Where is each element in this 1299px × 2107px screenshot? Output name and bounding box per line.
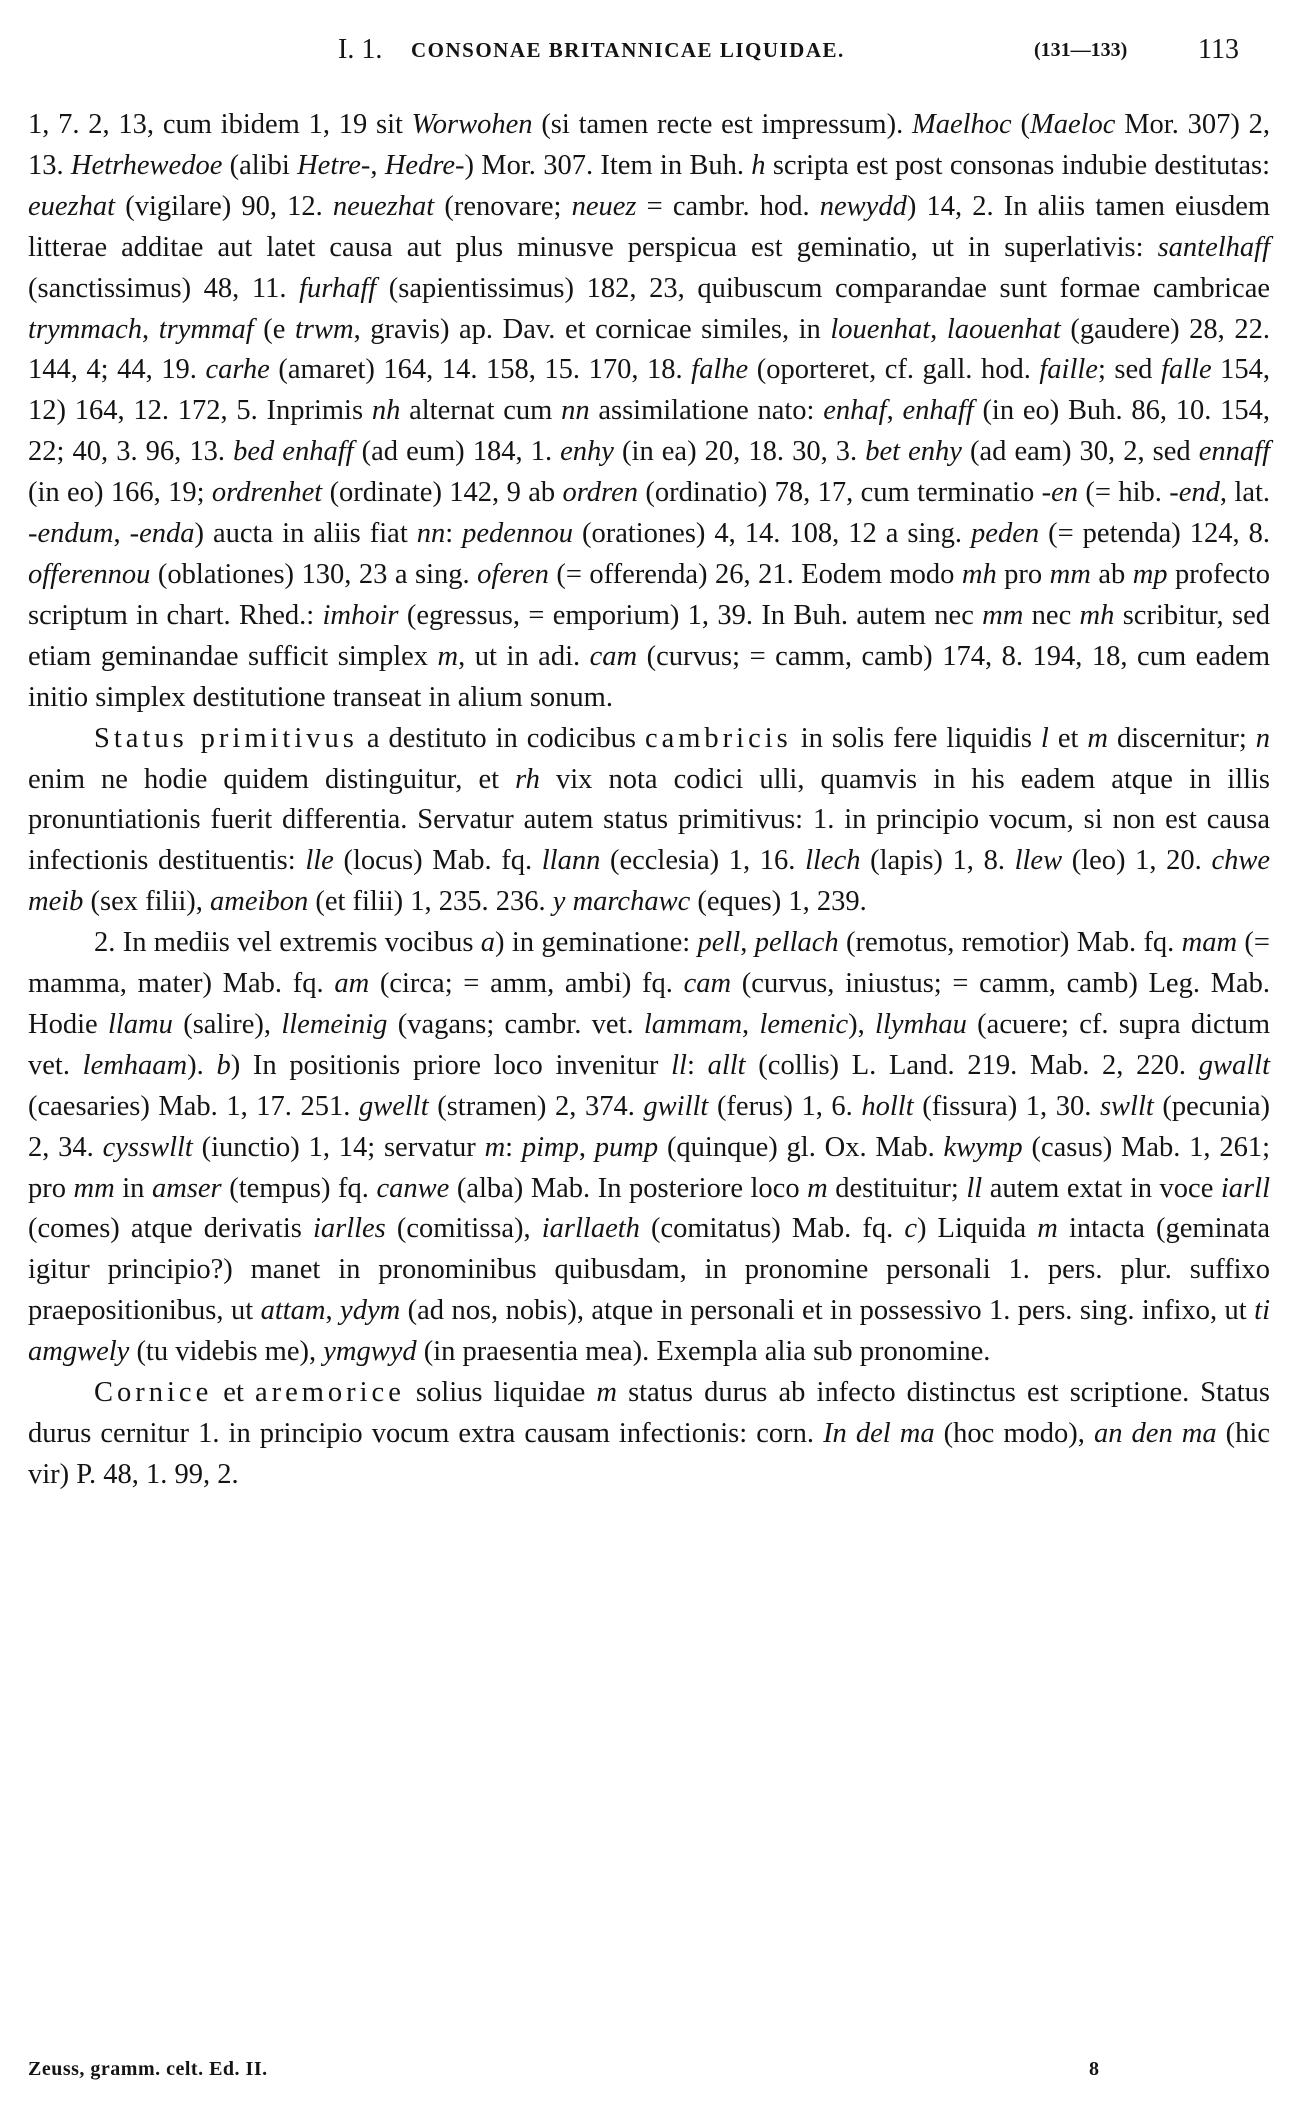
italic-term: cam (589, 640, 638, 672)
italic-term: falhe (691, 354, 749, 386)
italic-term: m (596, 1377, 617, 1409)
italic-term: offerennou (28, 558, 151, 590)
italic-term: Hetre- (297, 149, 371, 181)
italic-term: -enda (129, 518, 195, 550)
italic-term: m (1087, 722, 1108, 754)
footer-book-title: Zeuss, gramm. celt. Ed. II. (28, 2058, 268, 2080)
italic-term: lle (305, 845, 334, 877)
page-number: 113 (1198, 34, 1239, 65)
italic-term: imhoir (322, 599, 399, 631)
italic-term: Maelhoc (912, 109, 1012, 140)
italic-term: oferen (477, 558, 549, 590)
italic-term: trwm (294, 313, 354, 345)
italic-term: Maeloc (1029, 109, 1116, 140)
italic-term: faille (1039, 354, 1098, 386)
italic-term: carhe (205, 354, 270, 386)
italic-term: h (751, 149, 766, 181)
italic-term: nn (561, 395, 590, 427)
italic-term: In del ma (823, 1418, 935, 1449)
italic-term: mh (961, 558, 997, 590)
italic-term: -en (1041, 477, 1078, 509)
italic-term: hollt (861, 1090, 914, 1122)
italic-term: nh (371, 395, 401, 427)
italic-term: pump (594, 1131, 659, 1163)
italic-term: louenhat (830, 313, 931, 345)
italic-term: trymmaf (158, 313, 254, 345)
italic-term: canwe (376, 1172, 450, 1204)
italic-term: amser (151, 1172, 222, 1204)
italic-term: swllt (1099, 1090, 1154, 1122)
italic-term: b (216, 1049, 231, 1081)
italic-term: iarllaeth (541, 1213, 640, 1245)
italic-term: enhy (560, 436, 614, 468)
italic-term: cysswllt (102, 1131, 193, 1163)
italic-term: ymgwyd (323, 1336, 417, 1368)
italic-term: mp (1132, 558, 1168, 590)
italic-term: pedennou (462, 518, 573, 550)
italic-term: bed enhaff (233, 436, 354, 468)
italic-term: falle (1160, 354, 1212, 386)
italic-term: iarlles (312, 1213, 386, 1245)
italic-term: l (1040, 722, 1049, 754)
paragraph-in-mediis: 2. In mediis vel extremis vocibus a) in geminatione: pell, pellach (remotus, remotior) Mab. fq. mam (= mamma, mater) Mab. fq. am (circa; = amm, ambi) fq. cam (curvus, iniustus; = camm, camb) Leg. Mab. Hodie llamu (salire), llemeinig (vagans; cambr. vet. lammam, lemenic), llymhau (acuere; cf. supra dictum vet. lemhaam). b) In positionis priore loco invenitur ll: allt (collis) L. Land. 219. Mab. 2, 220. gwallt (caesaries) Mab. 1, 17. 251. gwellt (stramen) 2, 374. gwillt (ferus) 1, 6. hollt (fissura) 1, 30. swllt (pecunia) 2, 34. cysswllt (iunctio) 1, 14; servatur m: pimp, pump (quinque) gl. Ox. Mab. kwymp (casus) Mab. 1, 261; pro mm in amser (tempus) fq. canwe (alba) Mab. In posteriore loco m destituitur; ll autem extat in voce iarll (comes) atque derivatis iarlles (comitissa), iarllaeth (comitatus) Mab. fq. c) Liquida m intacta (geminata igitur principio?) manet in pronominibus quibusdam, in pronomine personali 1. pers. plur. suffixo praepositionibus, ut attam, ydym (ad nos, nobis), atque in personali et in possessivo 1. pers. sing. infixo, ut ti amgwely (tu videbis me), ymgwyd (in praesentia mea). Exempla alia sub pronomine. (28, 927, 1271, 1368)
italic-term: am (334, 968, 370, 1000)
italic-term: laouenhat (946, 313, 1061, 345)
spaced-term: Cornice (94, 1377, 213, 1409)
italic-term: pellach (754, 927, 839, 959)
italic-term: pell (697, 927, 741, 959)
page-footer (28, 2052, 1271, 2086)
italic-term: kwymp (943, 1131, 1023, 1163)
italic-term: ydym (340, 1295, 401, 1327)
italic-term: mam (1181, 927, 1238, 959)
italic-term: llamu (107, 1008, 173, 1040)
page-range: (131—133) (1034, 39, 1128, 61)
italic-term: ll (966, 1172, 983, 1204)
italic-term: llemeinig (281, 1008, 388, 1040)
italic-term: nn (416, 518, 446, 550)
italic-term: n (1255, 722, 1270, 754)
italic-term: lemenic (759, 1008, 849, 1040)
italic-term: c (904, 1213, 917, 1245)
italic-term: enhaf (823, 395, 887, 427)
italic-term: Hedre- (384, 149, 465, 181)
italic-term: -end (1169, 477, 1220, 509)
italic-term: lemhaam (82, 1049, 188, 1081)
italic-term: m (807, 1172, 828, 1204)
italic-term: mm (982, 599, 1024, 631)
italic-term: neuezhat (332, 190, 435, 222)
signature-mark: 8 (1089, 2058, 1099, 2080)
italic-term: enhaff (902, 395, 974, 427)
italic-term: an den ma (1093, 1418, 1217, 1449)
italic-term: bet enhy (865, 436, 962, 468)
italic-term: m (437, 640, 459, 672)
italic-term: pimp (521, 1131, 579, 1163)
italic-term: peden (971, 518, 1040, 550)
italic-term: llech (805, 845, 861, 877)
italic-term: y marchawc (552, 886, 691, 918)
italic-term: ordren (562, 477, 638, 509)
italic-term: lammam (643, 1008, 743, 1040)
italic-term: santelhaff (1157, 231, 1270, 263)
italic-term: ti amgwely (28, 1295, 1270, 1368)
running-head (28, 30, 1271, 70)
italic-term: llann (541, 845, 601, 877)
italic-term: m (484, 1131, 506, 1163)
italic-term: ordrenhet (211, 477, 323, 509)
italic-term: -endum (28, 518, 114, 550)
italic-term: cam (683, 968, 732, 1000)
italic-term: allt (707, 1049, 746, 1081)
paragraph-cornice: Cornice et aremorice solius liquidae m status durus ab infecto distinctus est scriptione. Status durus cernitur 1. in principio vocum extra causam infectionis: corn. In del ma (hoc modo), an den ma (hic vir) P. 48, 1. 99, 2. (28, 1377, 1270, 1490)
italic-term: furhaff (299, 272, 377, 304)
italic-term: Worwohen (411, 109, 533, 140)
body-text (28, 105, 1270, 1496)
italic-term: llymhau (875, 1008, 967, 1040)
italic-term: ll (671, 1049, 687, 1081)
italic-term: llew (1014, 845, 1063, 877)
spaced-term: cambricis (644, 722, 792, 754)
italic-term: euezhat (28, 190, 116, 222)
section-title: CONSONAE BRITANNICAE LIQUIDAE. (411, 38, 845, 62)
italic-term: chwe meib (28, 845, 1271, 918)
italic-term: mh (1079, 599, 1115, 631)
italic-term: ameibon (210, 886, 309, 918)
italic-term: rh (515, 763, 540, 795)
italic-term: a (480, 927, 496, 959)
italic-term: Hetrhewedoe (70, 149, 223, 181)
chapter-number: I. 1. (338, 34, 383, 65)
italic-term: gwellt (358, 1090, 429, 1122)
italic-term: newydd (819, 190, 907, 222)
spaced-term: aremorice (254, 1377, 405, 1409)
italic-term: mm (1049, 558, 1091, 590)
italic-term: trymmach (28, 313, 142, 345)
paragraph-status-primitivus: Status primitivus a destituto in codicibus cambricis in solis fere liquidis l et m discernitur; n enim ne hodie quidem distinguitur, et rh vix nota codici ulli, quamvis in his eadem atque in illis pronuntiationis fuerit differentia. Servatur autem status primitivus: 1. in principio vocum, si non est causa infectionis destituentis: lle (locus) Mab. fq. llann (ecclesia) 1, 16. llech (lapis) 1, 8. llew (leo) 1, 20. chwe meib (sex filii), ameibon (et filii) 1, 235. 236. y marchawc (eques) 1, 239. (28, 722, 1271, 918)
italic-term: attam (260, 1295, 326, 1327)
italic-term: neuez (571, 190, 637, 222)
italic-term: ennaff (1198, 436, 1271, 468)
italic-term: iarll (1220, 1172, 1270, 1204)
spaced-term: Status primitivus (94, 722, 358, 754)
paragraph-continuation: 1, 7. 2, 13, cum ibidem 1, 19 sit Worwohen (si tamen recte est impressum). Maelhoc (Maeloc Mor. 307) 2, 13. Hetrhewedoe (alibi Hetre-, Hedre-) Mor. 307. Item in Buh. h scripta est post consonas indubie destitutas: euezhat (vigilare) 90, 12. neuezhat (renovare; neuez = cambr. hod. newydd) 14, 2. In aliis tamen eiusdem litterae additae aut latet causa aut plus minusve perspicua est geminatio, ut in superlativis: santelhaff (sanctissimus) 48, 11. furhaff (sapientissimus) 182, 23, quibuscum comparandae sunt formae cambricae trymmach, trymmaf (e trwm, gravis) ap. Dav. et cornicae similes, in louenhat, laouenhat (gaudere) 28, 22. 144, 4; 44, 19. carhe (amaret) 164, 14. 158, 15. 170, 18. falhe (oporteret, cf. gall. hod. faille; sed falle 154, 12) 164, 12. 172, 5. Inprimis nh alternat cum nn assimilatione nato: enhaf, enhaff (in eo) Buh. 86, 10. 154, 22; 40, 3. 96, 13. bed enhaff (ad eum) 184, 1. enhy (in ea) 20, 18. 30, 3. bet enhy (ad eam) 30, 2, sed ennaff (in eo) 166, 19; ordrenhet (ordinate) 142, 9 ab ordren (ordinatio) 78, 17, cum terminatio -en (= hib. -end, lat. -endum, -enda) aucta in aliis fiat nn: pedennou (orationes) 4, 14. 108, 12 a sing. peden (= petenda) 124, 8. offerennou (oblationes) 130, 23 a sing. oferen (= offerenda) 26, 21. Eodem modo mh pro mm ab mp profecto scriptum in chart. Rhed.: imhoir (egressus, = emporium) 1, 39. In Buh. autem nec mm nec mh scribitur, sed etiam geminandae sufficit simplex m, ut in adi. cam (curvus; = camm, camb) 174, 8. 194, 18, cum eadem initio simplex destitutione transeat in alium sonum. (28, 109, 1271, 713)
italic-term: gwillt (643, 1090, 709, 1122)
italic-term: mm (73, 1172, 115, 1204)
italic-term: gwallt (1198, 1049, 1270, 1081)
italic-term: m (1037, 1213, 1058, 1245)
